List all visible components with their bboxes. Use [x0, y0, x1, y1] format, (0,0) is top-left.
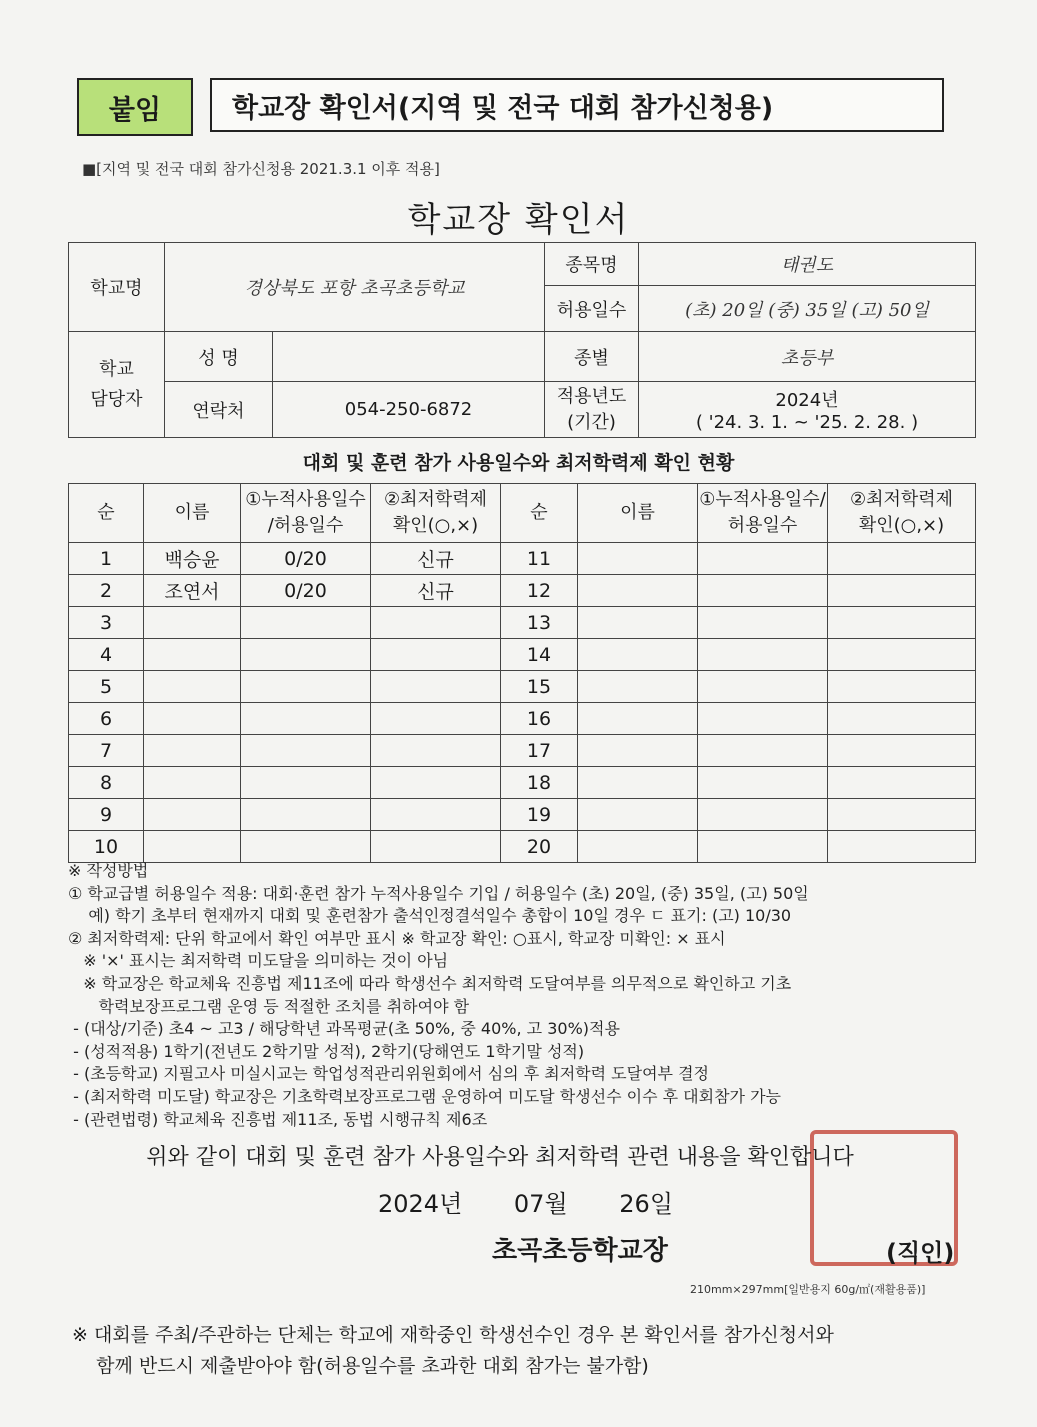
roster-cell [241, 831, 371, 863]
roster-cell [144, 735, 241, 767]
roster-cell: 17 [501, 735, 578, 767]
roster-row [69, 607, 976, 639]
school-info-table [68, 242, 976, 438]
roster-cell: 16 [501, 703, 578, 735]
roster-cell: 신규 [371, 575, 501, 607]
roster-cell [578, 831, 698, 863]
staff-name-value [273, 332, 545, 382]
roster-cell [828, 703, 976, 735]
roster-cell: 11 [501, 543, 578, 575]
instruction-line: - (성적적용) 1학기(전년도 2학기말 성적), 2학기(당해연도 1학기말 성적) [68, 1041, 585, 1061]
attachment-tag: 붙임 [77, 78, 193, 136]
instruction-line: ※ 작성방법 [68, 861, 149, 880]
roster-cell [578, 671, 698, 703]
date-year: 2024년 [378, 1190, 463, 1218]
roster-cell [828, 735, 976, 767]
notice-line: ※ 대회를 주최/주관하는 단체는 학교에 재학중인 학생선수인 경우 본 확인서를 참가신청서와 [72, 1324, 834, 1346]
roster-row [69, 671, 976, 703]
roster-cell [698, 799, 828, 831]
principal-name: 초곡초등학교장 [492, 1236, 668, 1266]
roster-header-cell: 이름 [144, 484, 241, 543]
roster-cell [698, 607, 828, 639]
roster-header-cell: ①누적사용일수/ 허용일수 [698, 484, 828, 543]
roster-cell: 20 [501, 831, 578, 863]
instruction-line: - (초등학교) 지필고사 미실시교는 학업성적관리위원회에서 심의 후 최저학력 도달여부 결정 [68, 1064, 709, 1084]
roster-cell [241, 799, 371, 831]
roster-header-cell: 순 [501, 484, 578, 543]
roster-cell: 신규 [371, 543, 501, 575]
instruction-line: - (대상/기준) 초4 ~ 고3 / 해당학년 과목평균(초 50%, 중 40%, 고 30%)적용 [68, 1019, 620, 1039]
roster-cell [371, 831, 501, 863]
roster-row [69, 703, 976, 735]
roster-cell [241, 607, 371, 639]
roster-cell [578, 799, 698, 831]
roster-cell [828, 639, 976, 671]
roster-cell: 0/20 [241, 575, 371, 607]
staff-name-label: 성 명 [165, 332, 273, 382]
staff-label: 학교 담당자 [69, 332, 165, 438]
roster-cell [578, 767, 698, 799]
division-label: 종별 [545, 332, 639, 382]
roster-cell: 백승윤 [144, 543, 241, 575]
roster-cell: 6 [69, 703, 144, 735]
roster-cell [144, 639, 241, 671]
roster-cell [371, 767, 501, 799]
submission-notice [72, 1320, 972, 1382]
roster-cell [371, 703, 501, 735]
roster-cell [371, 799, 501, 831]
roster-cell: 0/20 [241, 543, 371, 575]
roster-cell [828, 671, 976, 703]
roster-cell: 14 [501, 639, 578, 671]
roster-cell [828, 799, 976, 831]
roster-cell: 5 [69, 671, 144, 703]
instruction-line: - (최저학력 미도달) 학교장은 기초학력보장프로그램 운영하여 미도달 학생선수 이수 후 대회참가 가능 [68, 1086, 781, 1106]
roster-cell [698, 543, 828, 575]
instruction-line: 예) 학기 초부터 현재까지 대회 및 훈련참가 출석인정결석일수 총합이 10일 경우 ㄷ 표기: (고) 10/30 [68, 906, 792, 926]
roster-cell [371, 671, 501, 703]
roster-cell [578, 703, 698, 735]
roster-cell [698, 671, 828, 703]
allowed-days-label: 허용일수 [545, 286, 639, 332]
sport-value: 태권도 [639, 243, 976, 286]
roster-cell [241, 703, 371, 735]
roster-cell: 12 [501, 575, 578, 607]
roster-cell: 18 [501, 767, 578, 799]
sport-label: 종목명 [545, 243, 639, 286]
roster-header-cell: 순 [69, 484, 144, 543]
roster-cell: 1 [69, 543, 144, 575]
roster-cell: 8 [69, 767, 144, 799]
roster-section-title: 대회 및 훈련 참가 사용일수와 최저학력제 확인 현황 [302, 452, 735, 474]
roster-cell [828, 831, 976, 863]
roster-cell [578, 639, 698, 671]
roster-cell [144, 799, 241, 831]
roster-cell [828, 543, 976, 575]
roster-cell [241, 671, 371, 703]
roster-cell [698, 639, 828, 671]
period-value: ( '24. 3. 1. ~ '25. 2. 28. ) [695, 412, 919, 433]
roster-cell: 9 [69, 799, 144, 831]
roster-cell [371, 607, 501, 639]
document-header-title: 학교장 확인서(지역 및 전국 대회 참가신청용) [210, 78, 944, 132]
roster-cell [698, 767, 828, 799]
instruction-line: ※ '×' 표시는 최저학력 미도달을 의미하는 것이 아님 [68, 951, 449, 971]
confirmation-statement: 위와 같이 대회 및 훈련 참가 사용일수와 최저학력 관련 내용을 확인합니다 [146, 1145, 854, 1170]
roster-header-cell: ②최저학력제 확인(○,×) [828, 484, 976, 543]
year-value: 2024년 [775, 390, 839, 411]
roster-cell [698, 831, 828, 863]
year-cell [639, 382, 976, 438]
roster-header-cell: 이름 [578, 484, 698, 543]
roster-cell [144, 703, 241, 735]
roster-cell [698, 735, 828, 767]
roster-cell: 10 [69, 831, 144, 863]
date-day: 26일 [619, 1190, 674, 1218]
roster-cell: 15 [501, 671, 578, 703]
roster-cell [698, 703, 828, 735]
roster-header-cell: ①누적사용일수 /허용일수 [241, 484, 371, 543]
roster-cell: 13 [501, 607, 578, 639]
document-title: 학교장 확인서 [407, 200, 630, 240]
instruction-line: ② 최저학력제: 단위 학교에서 확인 여부만 표시 ※ 학교장 확인: ○표시, 학교장 미확인: × 표시 [68, 928, 726, 948]
roster-cell [144, 671, 241, 703]
roster-row [69, 831, 976, 863]
roster-row [69, 735, 976, 767]
instruction-line: 학력보장프로그램 운영 등 적절한 조치를 취하여야 함 [68, 996, 470, 1016]
instruction-line: ※ 학교장은 학교체육 진흥법 제11조에 따라 학생선수 최저학력 도달여부를 의무적으로 확인하고 기초 [68, 973, 792, 993]
roster-cell: 조연서 [144, 575, 241, 607]
roster-row [69, 575, 976, 607]
paper-spec: 210mm×297mm[일반용지 60g/㎡(재활용품)] [690, 1283, 926, 1296]
roster-cell: 4 [69, 639, 144, 671]
roster-cell [144, 607, 241, 639]
notice-line: 함께 반드시 제출받아야 함(허용일수를 초과한 대회 참가는 불가함) [72, 1355, 649, 1377]
contact-label: 연락처 [165, 382, 273, 438]
instruction-line: ① 학교급별 허용일수 적용: 대회·훈련 참가 누적사용일수 기입 / 허용일수 (초) 20일, (중) 35일, (고) 50일 [68, 883, 809, 903]
roster-row [69, 799, 976, 831]
roster-cell [578, 735, 698, 767]
roster-cell [144, 831, 241, 863]
school-name-label: 학교명 [69, 243, 165, 332]
roster-cell [578, 543, 698, 575]
roster-cell [828, 575, 976, 607]
year-label: 적용년도 (기간) [545, 382, 639, 438]
roster-cell: 2 [69, 575, 144, 607]
date-month: 07월 [513, 1190, 568, 1218]
roster-cell: 3 [69, 607, 144, 639]
division-value: 초등부 [639, 332, 976, 382]
roster-cell [578, 607, 698, 639]
contact-value: 054-250-6872 [273, 382, 545, 438]
roster-row [69, 543, 976, 575]
roster-row [69, 639, 976, 671]
roster-cell [371, 735, 501, 767]
school-name-value: 경상북도 포항 초곡초등학교 [165, 243, 545, 332]
roster-cell [241, 735, 371, 767]
roster-row [69, 767, 976, 799]
roster-cell: 19 [501, 799, 578, 831]
seal-label: (직인) [886, 1239, 955, 1267]
roster-cell [828, 607, 976, 639]
form-note: ■[지역 및 전국 대회 참가신청용 2021.3.1 이후 적용] [82, 160, 440, 178]
roster-cell [241, 767, 371, 799]
roster-cell: 7 [69, 735, 144, 767]
roster-cell [241, 639, 371, 671]
roster-table [68, 483, 976, 863]
instructions-block [68, 860, 968, 1131]
issue-date [378, 1184, 717, 1219]
roster-cell [828, 767, 976, 799]
allowed-days-value: (초) 20일 (중) 35일 (고) 50일 [639, 286, 976, 332]
roster-header-cell: ②최저학력제 확인(○,×) [371, 484, 501, 543]
roster-cell [144, 767, 241, 799]
roster-cell [578, 575, 698, 607]
roster-cell [371, 639, 501, 671]
instruction-line: - (관련법령) 학교체육 진흥법 제11조, 동법 시행규칙 제6조 [68, 1109, 488, 1129]
roster-cell [698, 575, 828, 607]
